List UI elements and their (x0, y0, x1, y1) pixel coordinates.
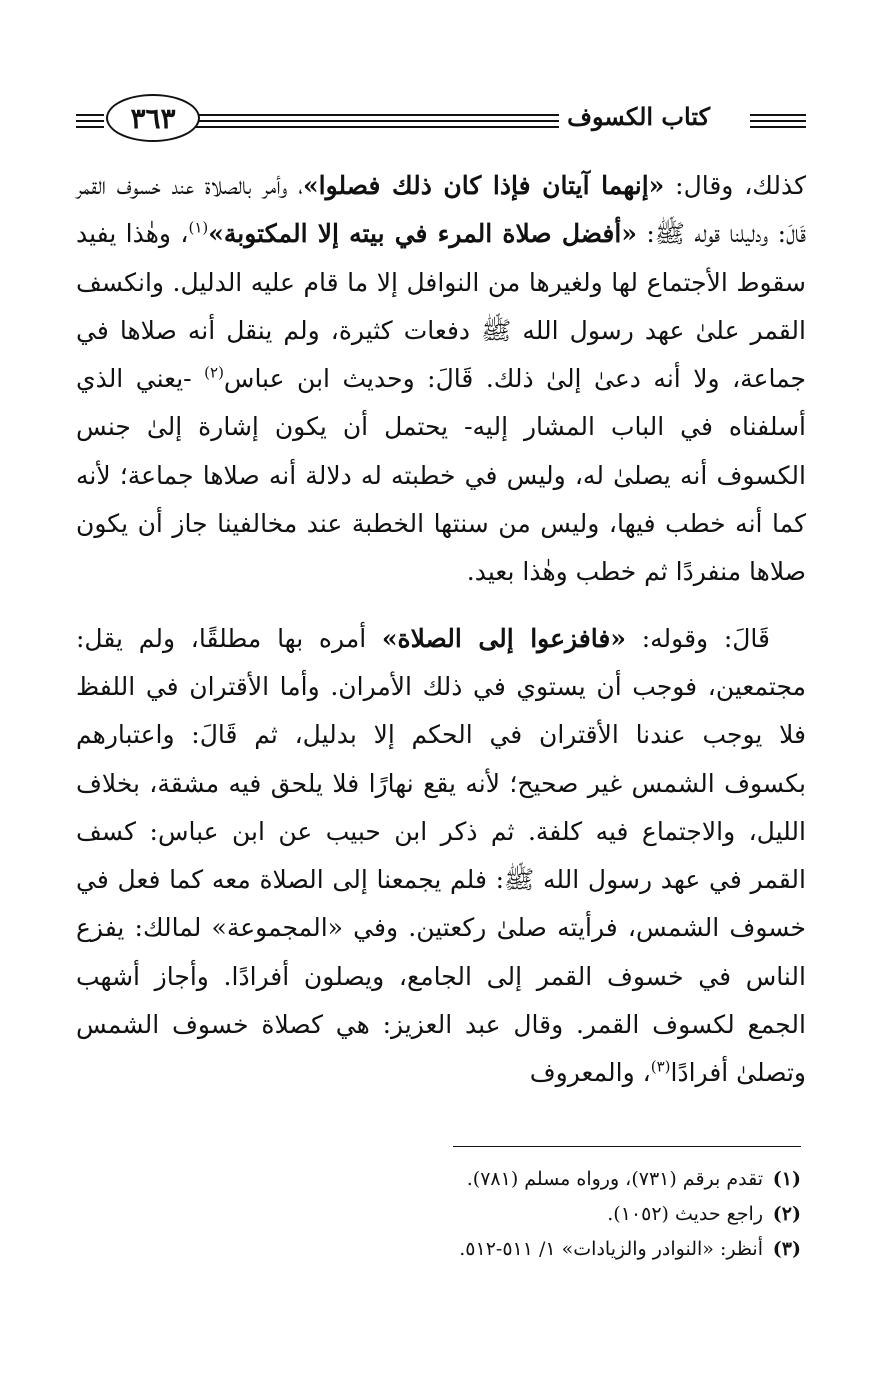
footnote (101, 1162, 801, 1197)
footnote-ref[interactable]: (٣) (650, 1058, 671, 1077)
text-run: -يعني الذي أسلفناه في الباب المشار إليه- يحتمل أن يكون إشارة إلىٰ جنس الكسوف أنه يصلىٰ له، وليس في خطبته له دلالة أنه صلاها جماعة؛ لأنه كما أنه خطب فيها، وليس من سنتها الخطبة عند مخالفينا جاز أن يكون صلاها منفردًا ثم خطب وهٰذا بعيد. (76, 364, 806, 587)
hadith-quote: «فافزعوا إلى الصلاة» (381, 623, 626, 653)
text-run: كذلك، وقال: (664, 171, 806, 200)
footnote (101, 1197, 801, 1232)
body-text (76, 162, 806, 1098)
header-rule (750, 114, 806, 116)
header-rule (76, 126, 104, 128)
footnote-ref[interactable]: (١) (188, 218, 209, 237)
footnote-text: تقدم برقم (٧٣١)، ورواه مسلم (٧٨١). (466, 1168, 763, 1190)
header-rule (194, 114, 566, 116)
footnote-text: راجع حديث (١٠٥٢). (607, 1203, 763, 1225)
text-run: قَالَ: وقوله: (625, 623, 771, 653)
header-rule (76, 120, 104, 122)
footnotes (101, 1162, 801, 1267)
text-run: ، وأمر بالصلاة عند خسوف القمر قَالَ: ودليلنا قوله ﷺ: (76, 171, 807, 249)
page-number: ٣٦٣ (106, 94, 200, 142)
text-run: ، والمعروف (529, 1058, 651, 1088)
paragraph (76, 615, 806, 1098)
footnote-text: أنظر: «النوادر والزيادات» ١/ ٥١١-٥١٢. (459, 1238, 763, 1260)
footnote (101, 1232, 801, 1267)
paragraph (76, 162, 806, 597)
header-rule (194, 120, 566, 122)
text-run: أمره بها مطلقًا، ولم يقل: مجتمعين، فوجب أن يستوي في ذلك الأمران. وأما الأقتران في اللفظ فلا يوجب عندنا الأقتران في الحكم إلا بدليل، ثم قَالَ: واعتبارهم بكسوف الشمس غير صحيح؛ لأنه يقع نهارًا فلا يلحق فيه مشقة، بخلاف الليل، والاجتماع فيه كلفة. ثم ذكر ابن حبيب عن ابن عباس: كسف القمر في عهد رسول الله ﷺ: فلم يجمعنا إلى الصلاة معه كما فعل في خسوف الشمس، فرأيته صلىٰ ركعتين. وفي «المجموعة» لمالك: يفزع الناس في خسوف القمر إلى الجامع، ويصلون أفرادًا. وأجاز أشهب الجمع لكسوف القمر. وقال عبد العزيز: هي كصلاة خسوف الشمس وتصلىٰ أفرادًا (76, 623, 806, 1088)
hadith-quote: «أفضل صلاة المرء في بيته إلا المكتوبة» (208, 219, 637, 249)
header-rule (194, 126, 566, 128)
footnote-number: (٣) (772, 1238, 801, 1260)
footnote-number: (٢) (772, 1203, 801, 1225)
hadith-quote: «إنهما آيتان فإذا كان ذلك فصلوا» (303, 171, 665, 200)
text-run: ، وهٰذا يفيد سقوط الأجتماع لها ولغيرها من النوافل إلا ما قام عليه الدليل. وانكسف القمر علىٰ عهد رسول الله ﷺ دفعات كثيرة، ولم ينقل أنه صلاها في جماعة، ولا أنه دعىٰ إلىٰ ذلك. قَالَ: وحديث ابن عباس (76, 219, 807, 394)
footnote-divider (453, 1146, 801, 1147)
footnote-number: (١) (772, 1168, 801, 1190)
header-rule (750, 120, 806, 122)
header-rule (76, 114, 104, 116)
running-header (76, 96, 806, 142)
header-rule (750, 126, 806, 128)
book-title: كتاب الكسوف (559, 102, 718, 131)
footnote-ref[interactable]: (٢) (204, 363, 224, 382)
